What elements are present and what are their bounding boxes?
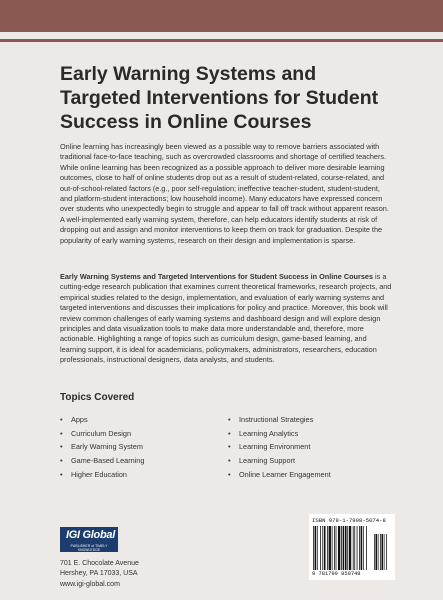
topic-item: • Apps <box>60 413 144 427</box>
topic-item: • Curriculum Design <box>60 427 144 441</box>
topics-heading: Topics Covered <box>60 392 135 403</box>
barcode-number: 9 781799 850748 <box>312 571 361 577</box>
address-line-2: Hershey, PA 17033, USA <box>60 570 138 578</box>
summary-paragraph <box>60 272 394 366</box>
topic-item: • Learning Support <box>228 454 331 468</box>
publisher-address <box>60 559 139 590</box>
publisher-logo <box>60 527 118 552</box>
barcode-bars <box>312 526 392 572</box>
topics-list-right <box>228 413 331 482</box>
description-paragraph: Online learning has increasingly been viewed as a possible way to remove barriers associated with traditional face-to-face teaching, such as overcrowded classrooms and shortage of certified teachers. While online learning has been recognized as a possible approach to deliver more desirable learning outcomes, close to half of online students drop out as a result of student-related, course-related, and out-of-school-related factors (e.g., poor self-regulation; ineffective teacher-student, student-student, and platform-student interactions; low household income). Many educators have expressed concern over students who unexpectedly begin to struggle and appear to fall off track without apparent reason. A well-implemented early warning system, therefore, can help educators identify students at risk of dropping out and assign and monitor interventions to keep them on track for graduation. Despite the popularity of early warning systems, research on their design and implementation is sparse. <box>60 142 389 245</box>
publisher-website: www.igi-global.com <box>60 580 120 588</box>
topic-item: • Learning Environment <box>228 440 331 454</box>
isbn-number: ISBN 978-1-7998-5074-8 <box>312 517 386 524</box>
topic-item: • Learning Analytics <box>228 427 331 441</box>
topic-item: • Higher Education <box>60 468 144 482</box>
topic-item: • Game-Based Learning <box>60 454 144 468</box>
publisher-logo-name: IGI Global <box>66 529 115 541</box>
topics-list-left <box>60 413 144 482</box>
book-title: Early Warning Systems and Targeted Interventions for Student Success in Online Courses <box>60 63 379 133</box>
top-divider-line <box>0 39 443 42</box>
publisher-logo-tagline: PUBLISHER of TIMELY KNOWLEDGE <box>70 544 108 552</box>
isbn-barcode <box>309 514 395 580</box>
summary-text: is a cutting-edge research publication that examines current theoretical frameworks, research projects, and empirical studies related to the design, implementation, and evaluation of early warning systems and targeted interventions and discusses their implications for policy and practice. Moreover, this book will review common challenges of early warning systems and dashboard design and will explore design principles and data visualization tools to make data more understandable and, therefore, more actionable. Highlighting a range of topics such as curriculum design, game-based learning, and learning support, it is ideal for academicians, policymakers, administrators, researchers, education professionals, instructional designers, data analysts, and students. <box>60 272 392 365</box>
summary-bold-title: Early Warning Systems and Targeted Interventions for Student Success in Online Courses <box>60 272 374 281</box>
topic-item: • Instructional Strategies <box>228 413 331 427</box>
top-color-band <box>0 0 443 32</box>
address-line-1: 701 E. Chocolate Avenue <box>60 560 139 567</box>
isbn-label <box>312 517 392 524</box>
topic-item: • Early Warning System <box>60 440 144 454</box>
topic-item: • Online Learner Engagement <box>228 468 331 482</box>
